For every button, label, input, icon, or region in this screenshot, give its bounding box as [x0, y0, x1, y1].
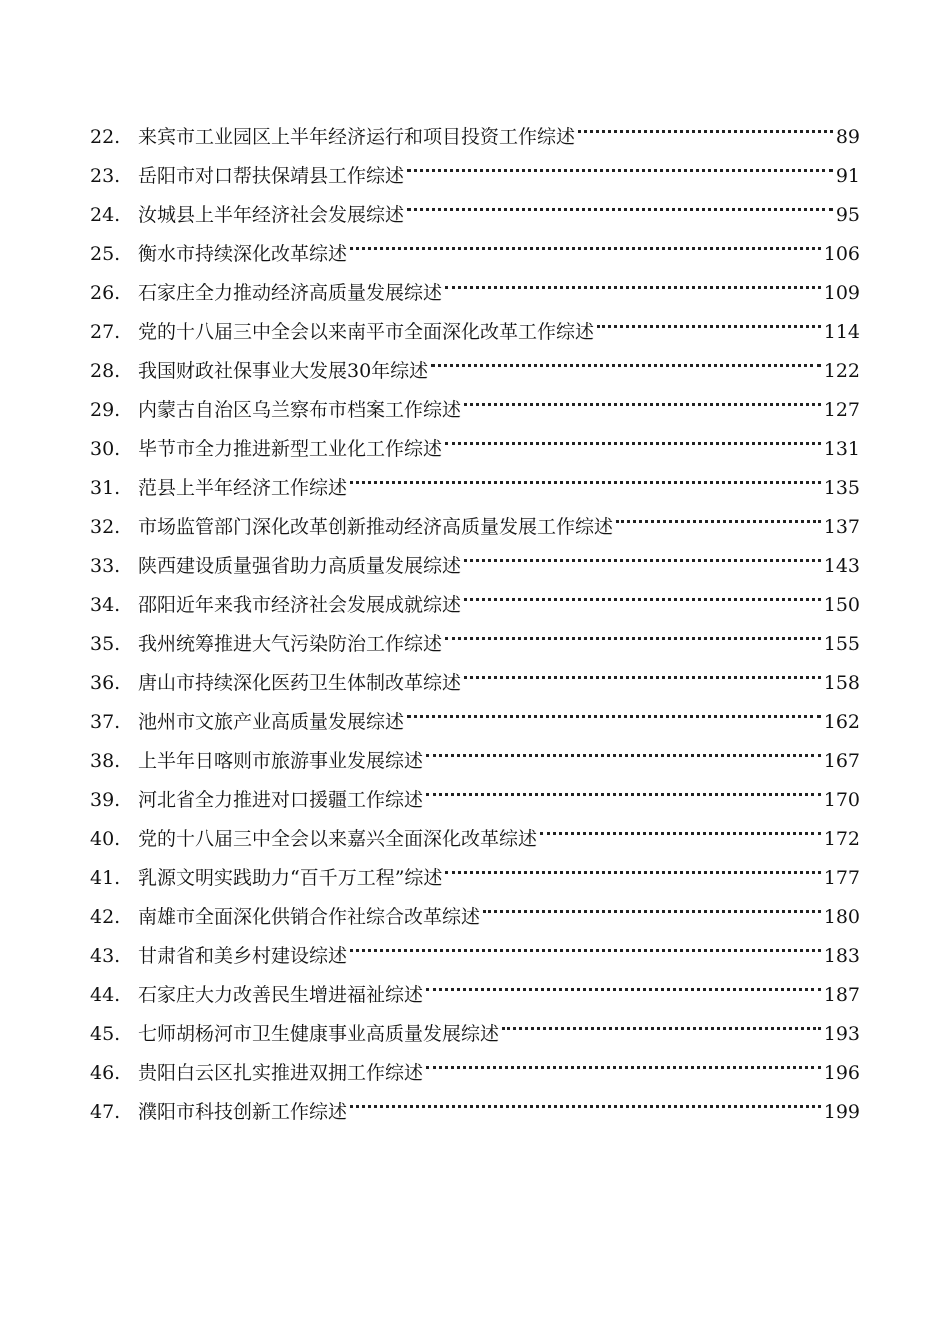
- toc-entry-number: 41.: [90, 867, 121, 889]
- toc-entry-page-number: 143: [823, 555, 860, 577]
- toc-entry-page-number: 137: [823, 516, 860, 538]
- toc-entry-page-number: 150: [823, 594, 860, 616]
- toc-entry-page-number: 162: [823, 711, 860, 733]
- toc-dot-leader: [578, 104, 833, 143]
- toc-entry-page-number: 183: [823, 945, 860, 967]
- table-of-contents: [90, 104, 860, 1123]
- toc-dot-leader: [464, 572, 821, 611]
- toc-entry-page-number: 122: [823, 360, 860, 382]
- toc-entry-title: 我州统筹推进大气污染防治工作综述: [138, 633, 443, 655]
- toc-entry-title: 党的十八届三中全会以来嘉兴全面深化改革综述: [138, 828, 538, 850]
- toc-dot-leader: [445, 611, 821, 650]
- toc-entry-number: 32.: [90, 516, 121, 538]
- toc-entry-title: 唐山市持续深化医药卫生体制改革综述: [138, 672, 462, 694]
- toc-entry-title: 石家庄全力推动经济高质量发展综述: [138, 282, 443, 304]
- toc-entry-title: 上半年日喀则市旅游事业发展综述: [138, 750, 424, 772]
- toc-entry-page-number: 187: [823, 984, 860, 1006]
- toc-entry-number: 44.: [90, 984, 121, 1006]
- toc-dot-leader: [426, 1040, 821, 1079]
- toc-entry-page-number: 199: [823, 1101, 860, 1123]
- toc-entry-number: 37.: [90, 711, 121, 733]
- toc-dot-leader: [350, 221, 821, 260]
- toc-entry-page-number: 158: [823, 672, 860, 694]
- toc-entry-title: 南雄市全面深化供销合作社综合改革综述: [138, 906, 481, 928]
- toc-entry-number: 25.: [90, 243, 121, 265]
- toc-dot-leader: [426, 767, 821, 806]
- toc-entry-title: 衡水市持续深化改革综述: [138, 243, 348, 265]
- toc-entry-title: 岳阳市对口帮扶保靖县工作综述: [138, 165, 405, 187]
- toc-entry-page-number: 109: [823, 282, 860, 304]
- toc-entry-number: 30.: [90, 438, 121, 460]
- toc-entry-number: 47.: [90, 1101, 121, 1123]
- toc-entry-title: 乳源文明实践助力“百千万工程”综述: [138, 867, 443, 889]
- toc-dot-leader: [426, 962, 821, 1001]
- toc-entry-page-number: 193: [823, 1023, 860, 1045]
- toc-dot-leader: [464, 377, 821, 416]
- toc-entry-page-number: 180: [823, 906, 860, 928]
- toc-entry-page-number: 106: [823, 243, 860, 265]
- toc-entry-title: 毕节市全力推进新型工业化工作综述: [138, 438, 443, 460]
- toc-entry-page-number: 95: [835, 204, 860, 226]
- toc-entry-title: 市场监管部门深化改革创新推动经济高质量发展工作综述: [138, 516, 614, 538]
- toc-entry-title: 甘肃省和美乡村建设综述: [138, 945, 348, 967]
- toc-entry-title: 石家庄大力改善民生增进福祉综述: [138, 984, 424, 1006]
- toc-dot-leader: [407, 689, 821, 728]
- toc-dot-leader: [407, 182, 833, 221]
- toc-entry-title: 邵阳近年来我市经济社会发展成就综述: [138, 594, 462, 616]
- toc-entry-page-number: 155: [823, 633, 860, 655]
- toc-entry-page-number: 170: [823, 789, 860, 811]
- toc-dot-leader: [426, 728, 821, 767]
- toc-entry-number: 33.: [90, 555, 121, 577]
- toc-entry-page-number: 89: [835, 126, 860, 148]
- toc-entry-number: 40.: [90, 828, 121, 850]
- toc-entry-number: 28.: [90, 360, 121, 382]
- toc-entry-title: 池州市文旅产业高质量发展综述: [138, 711, 405, 733]
- toc-dot-leader: [616, 494, 821, 533]
- toc-entry-number: 36.: [90, 672, 121, 694]
- toc-entry-title: 我国财政社保事业大发展30年综述: [138, 360, 429, 382]
- toc-entry-title: 来宾市工业园区上半年经济运行和项目投资工作综述: [138, 126, 576, 148]
- toc-entry-page-number: 167: [823, 750, 860, 772]
- toc-dot-leader: [502, 1001, 821, 1040]
- toc-entry-page-number: 127: [823, 399, 860, 421]
- toc-entry-number: 39.: [90, 789, 121, 811]
- toc-entry-title: 党的十八届三中全会以来南平市全面深化改革工作综述: [138, 321, 595, 343]
- toc-entry-title: 七师胡杨河市卫生健康事业高质量发展综述: [138, 1023, 500, 1045]
- toc-entry-page-number: 114: [823, 321, 860, 343]
- toc-dot-leader: [350, 455, 821, 494]
- toc-entry-number: 22.: [90, 126, 121, 148]
- toc-entry-number: 31.: [90, 477, 121, 499]
- toc-entry-number: 38.: [90, 750, 121, 772]
- toc-dot-leader: [445, 260, 821, 299]
- toc-entry-number: 24.: [90, 204, 121, 226]
- toc-entry-number: 42.: [90, 906, 121, 928]
- toc-dot-leader: [445, 845, 820, 884]
- toc-entry-page-number: 91: [835, 165, 860, 187]
- toc-entry-title: 范县上半年经济工作综述: [138, 477, 348, 499]
- toc-entry-number: 45.: [90, 1023, 121, 1045]
- toc-entry-title: 濮阳市科技创新工作综述: [138, 1101, 348, 1123]
- toc-entry-page-number: 172: [823, 828, 860, 850]
- toc-entry-title: 贵阳白云区扎实推进双拥工作综述: [138, 1062, 424, 1084]
- toc-dot-leader: [431, 338, 821, 377]
- toc-entry-page-number: 177: [823, 867, 860, 889]
- toc-entry-page-number: 135: [823, 477, 860, 499]
- toc-dot-leader: [483, 884, 821, 923]
- toc-dot-leader: [464, 533, 821, 572]
- toc-dot-leader: [445, 416, 821, 455]
- toc-entry-page-number: 196: [823, 1062, 860, 1084]
- toc-entry-number: 46.: [90, 1062, 121, 1084]
- toc-entry-title: 内蒙古自治区乌兰察布市档案工作综述: [138, 399, 462, 421]
- toc-entry-page-number: 131: [823, 438, 860, 460]
- toc-entry-number: 23.: [90, 165, 121, 187]
- toc-entry-title: 河北省全力推进对口援疆工作综述: [138, 789, 424, 811]
- toc-dot-leader: [464, 650, 821, 689]
- toc-entry-number: 29.: [90, 399, 121, 421]
- toc-entry-number: 26.: [90, 282, 121, 304]
- toc-entry-title: 汝城县上半年经济社会发展综述: [138, 204, 405, 226]
- toc-dot-leader: [540, 806, 821, 845]
- toc-entry-number: 34.: [90, 594, 121, 616]
- toc-entry-number: 35.: [90, 633, 121, 655]
- toc-entry-title: 陕西建设质量强省助力高质量发展综述: [138, 555, 462, 577]
- toc-entry-number: 43.: [90, 945, 121, 967]
- toc-dot-leader: [350, 1079, 821, 1118]
- toc-entry-number: 27.: [90, 321, 121, 343]
- toc-entry[interactable]: [90, 104, 860, 148]
- toc-dot-leader: [597, 299, 821, 338]
- toc-dot-leader: [350, 923, 821, 962]
- toc-dot-leader: [407, 143, 833, 182]
